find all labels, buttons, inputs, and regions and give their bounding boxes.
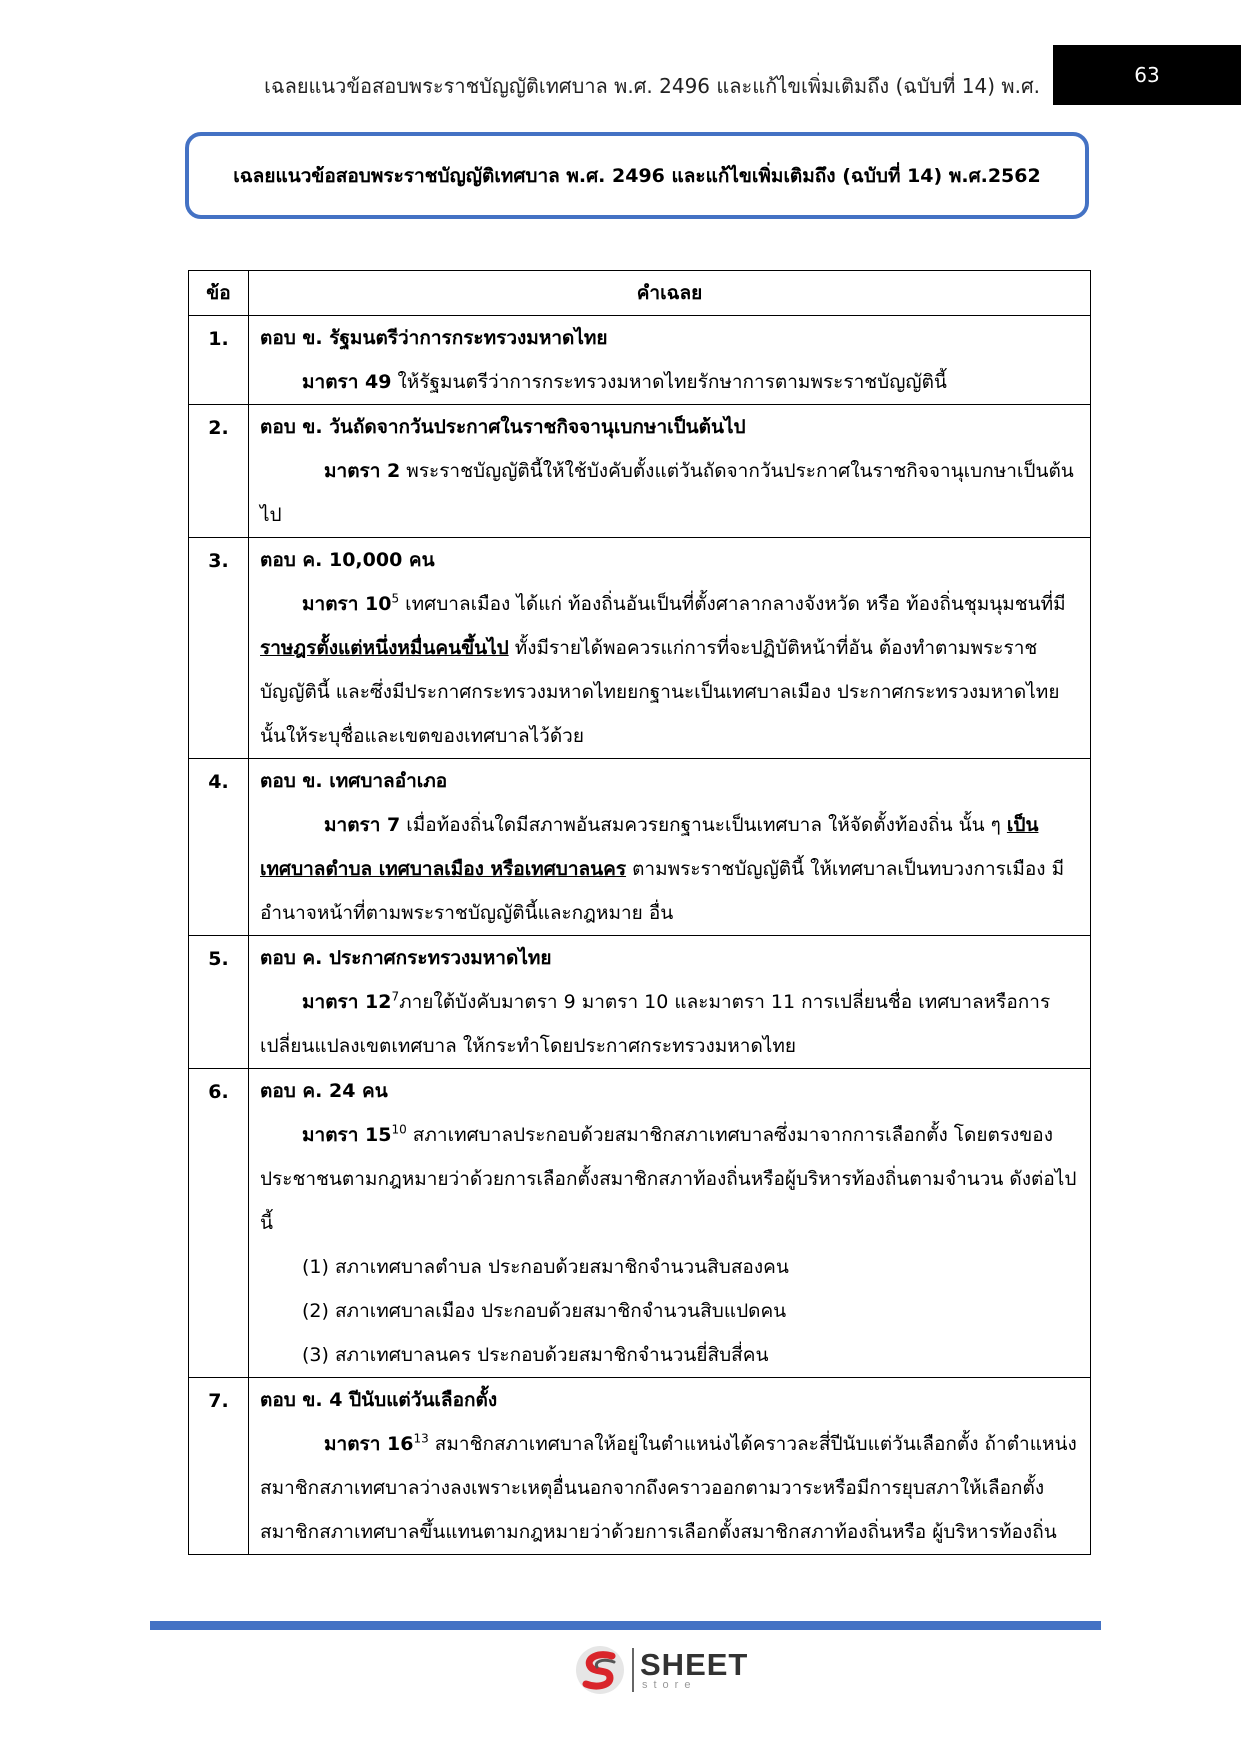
law-section-label: มาตรา 2 [324, 460, 401, 482]
law-section-label: มาตรา 10 [302, 593, 392, 615]
row-number: 7. [189, 1378, 249, 1555]
footnote-ref: 7 [391, 989, 400, 1004]
list-item: (2) สภาเทศบาลเมือง ประกอบด้วยสมาชิกจำนวนสิบแปดคน [302, 1300, 787, 1322]
law-paragraph [260, 980, 1080, 1068]
law-section-label: มาตรา 7 [324, 814, 401, 836]
footer-rule [150, 1621, 1101, 1630]
row-number: 4. [189, 759, 249, 936]
column-header-answer: คำเฉลย [249, 271, 1091, 316]
law-emphasis: ราษฎรตั้งแต่หนึ่งหมื่นคนขึ้นไป [260, 637, 509, 659]
footnote-ref: 13 [413, 1431, 429, 1446]
table-row [189, 759, 1091, 936]
row-number: 1. [189, 316, 249, 405]
answer-table [188, 270, 1091, 1555]
row-number: 3. [189, 538, 249, 759]
law-text: สภาเทศบาลประกอบด้วยสมาชิกสภาเทศบาลซึ่งมาจากการเลือกตั้ง โดยตรงของประชาชนตามกฎหมายว่าด้วยการเลือกตั้งสมาชิกสภาท้องถิ่นหรือผู้บริหารท้องถิ่นตามจำนวน ดังต่อไปนี้ [260, 1124, 1077, 1234]
row-answer-cell [249, 759, 1091, 936]
law-paragraph [260, 449, 1080, 537]
row-answer-cell [249, 405, 1091, 538]
logo-subword: store [642, 1679, 697, 1691]
law-paragraph [260, 360, 1080, 404]
table-row [189, 538, 1091, 759]
sheet-store-logo [574, 1644, 748, 1696]
law-paragraph [260, 803, 1080, 935]
answer-line: ตอบ ข. เทศบาลอำเภอ [260, 770, 448, 792]
answer-line: ตอบ ค. 10,000 คน [260, 549, 435, 571]
logo-text [640, 1649, 748, 1691]
answer-line: ตอบ ค. ประกาศกระทรวงมหาดไทย [260, 947, 552, 969]
row-number: 6. [189, 1069, 249, 1378]
answer-line: ตอบ ข. วันถัดจากวันประกาศในราชกิจจานุเบกษาเป็นต้นไป [260, 416, 746, 438]
row-answer-cell [249, 538, 1091, 759]
law-text: ให้รัฐมนตรีว่าการกระทรวงมหาดไทยรักษาการตามพระราชบัญญัตินี้ [391, 371, 947, 393]
table-row [189, 1378, 1091, 1555]
law-paragraph [260, 1113, 1080, 1245]
law-section-label: มาตรา 15 [302, 1124, 392, 1146]
law-emphasis: เป็นเทศบาลตำบล เทศบาลเมือง หรือเทศบาลนคร [260, 814, 1039, 880]
logo-word: SHEET [640, 1647, 749, 1682]
row-answer-cell [249, 936, 1091, 1069]
answer-line: ตอบ ข. 4 ปีนับแต่วันเลือกตั้ง [260, 1389, 498, 1411]
footnote-ref: 10 [391, 1122, 407, 1137]
law-section-label: มาตรา 12 [302, 991, 392, 1013]
law-text: ตามพระราชบัญญัตินี้ ให้เทศบาลเป็นทบวงการเมือง มีอำนาจหน้าที่ตามพระราชบัญญัตินี้และกฎหมาย อื่น [260, 858, 1065, 924]
law-paragraph [260, 582, 1080, 758]
law-text: เมื่อท้องถิ่นใดมีสภาพอันสมควรยกฐานะเป็นเทศบาล ให้จัดตั้งท้องถิ่น นั้น ๆ [400, 814, 1007, 836]
row-answer-cell [249, 316, 1091, 405]
row-answer-cell [249, 1378, 1091, 1555]
page-number: 63 [1053, 45, 1241, 105]
answer-line: ตอบ ข. รัฐมนตรีว่าการกระทรวงมหาดไทย [260, 327, 608, 349]
law-text: เทศบาลเมือง ได้แก่ ท้องถิ่นอันเป็นที่ตั้งศาลากลางจังหวัด หรือ ท้องถิ่นชุมนุมชนที่มี [399, 593, 1066, 615]
footnote-ref: 5 [391, 591, 400, 606]
list-item: (1) สภาเทศบาลตำบล ประกอบด้วยสมาชิกจำนวนสิบสองคน [302, 1256, 789, 1278]
answer-line: ตอบ ค. 24 คน [260, 1080, 388, 1102]
law-text: พระราชบัญญัตินี้ให้ใช้บังคับตั้งแต่วันถัดจากวันประกาศในราชกิจจานุเบกษาเป็นต้นไป [260, 460, 1074, 526]
law-paragraph [260, 1422, 1080, 1554]
row-answer-cell [249, 1069, 1091, 1378]
row-number: 2. [189, 405, 249, 538]
law-section-label: มาตรา 49 [302, 371, 392, 393]
table-header-row [189, 271, 1091, 316]
running-header: เฉลยแนวข้อสอบพระราชบัญญัติเทศบาล พ.ศ. 2496 และแก้ไขเพิ่มเติมถึง (ฉบับที่ 14) พ.ศ. [264, 74, 1040, 98]
table-row [189, 316, 1091, 405]
table-row [189, 1069, 1091, 1378]
law-text: ภายใต้บังคับมาตรา 9 มาตรา 10 และมาตรา 11 การเปลี่ยนชื่อ เทศบาลหรือการเปลี่ยนแปลงเขตเทศบาล ให้กระทำโดยประกาศกระทรวงมหาดไทย [260, 991, 1051, 1057]
law-text: ทั้งมีรายได้พอควรแก่การที่จะปฏิบัติหน้าที่อัน ต้องทำตามพระราชบัญญัตินี้ และซึ่งมีประกาศกระทรวงมหาดไทยยกฐานะเป็นเทศบาลเมือง ประกาศกระทรวงมหาดไทยนั้นให้ระบุชื่อและเขตของเทศบาลไว้ด้วย [260, 637, 1060, 747]
sheet-logo-mark-icon [574, 1644, 626, 1696]
table-row [189, 936, 1091, 1069]
table-row [189, 405, 1091, 538]
list-item: (3) สภาเทศบาลนคร ประกอบด้วยสมาชิกจำนวนยี่สิบสี่คน [302, 1344, 769, 1366]
row-number: 5. [189, 936, 249, 1069]
law-section-label: มาตรา 16 [324, 1433, 414, 1455]
logo-separator [632, 1648, 634, 1692]
column-header-no: ข้อ [189, 271, 249, 316]
law-text: สมาชิกสภาเทศบาลให้อยู่ในตำแหน่งได้คราวละสี่ปีนับแต่วันเลือกตั้ง ถ้าตำแหน่งสมาชิกสภาเทศบาลว่างลงเพราะเหตุอื่นนอกจากถึงคราวออกตามวาระหรือมีการยุบสภาให้เลือกตั้งสมาชิกสภาเทศบาลขึ้นแทนตามกฎหมายว่าด้วยการเลือกตั้งสมาชิกสภาท้องถิ่นหรือ ผู้บริหารท้องถิ่น [260, 1433, 1077, 1543]
document-title: เฉลยแนวข้อสอบพระราชบัญญัติเทศบาล พ.ศ. 2496 และแก้ไขเพิ่มเติมถึง (ฉบับที่ 14) พ.ศ.2562 [185, 132, 1089, 219]
